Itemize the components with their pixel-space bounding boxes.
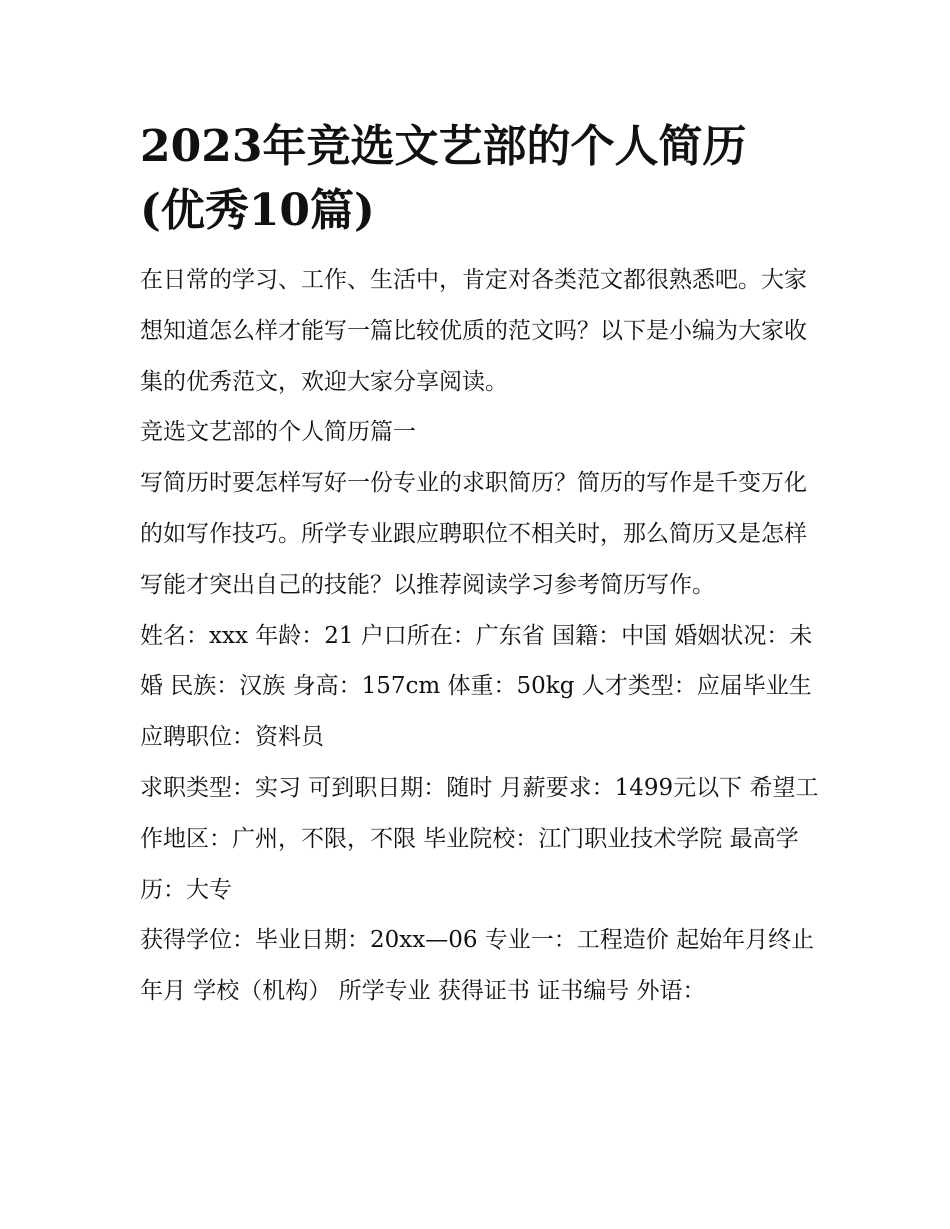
job-intent-paragraph: 求职类型：实习 可到职日期：随时 月薪要求：1499元以下 希望工作地区：广州，不限，不限 毕业院校：江门职业技术学院 最高学历：大专 <box>140 774 819 903</box>
document-body <box>140 255 820 1017</box>
title-line-2: (优秀10篇) <box>140 185 375 236</box>
education-paragraph: 获得学位：毕业日期：20xx—06 专业一：工程造价 起始年月终止年月 学校（机构） 所学专业 获得证书 证书编号 外语： <box>140 927 815 1005</box>
section-heading: 竞选文艺部的个人简历篇一 <box>140 419 416 446</box>
resume-tips-paragraph: 写简历时要怎样写好一份专业的求职简历？简历的写作是千变万化的如写作技巧。所学专业跟应聘职位不相关时，那么简历又是怎样写能才突出自己的技能？以推荐阅读学习参考简历写作。 <box>140 470 807 598</box>
intro-paragraph: 在日常的学习、工作、生活中，肯定对各类范文都很熟悉吧。大家想知道怎么样才能写一篇比较优质的范文吗？以下是小编为大家收集的优秀范文，欢迎大家分享阅读。 <box>140 267 807 395</box>
title-line-1: 2023年竞选文艺部的个人简历 <box>140 121 747 172</box>
document-page <box>140 115 820 1017</box>
personal-info-paragraph: 姓名：xxx 年龄：21 户口所在：广东省 国籍：中国 婚姻状况：未婚 民族：汉族 身高：157cm 体重：50kg 人才类型：应届毕业生 应聘职位：资料员 <box>140 622 813 751</box>
document-title <box>140 115 820 243</box>
